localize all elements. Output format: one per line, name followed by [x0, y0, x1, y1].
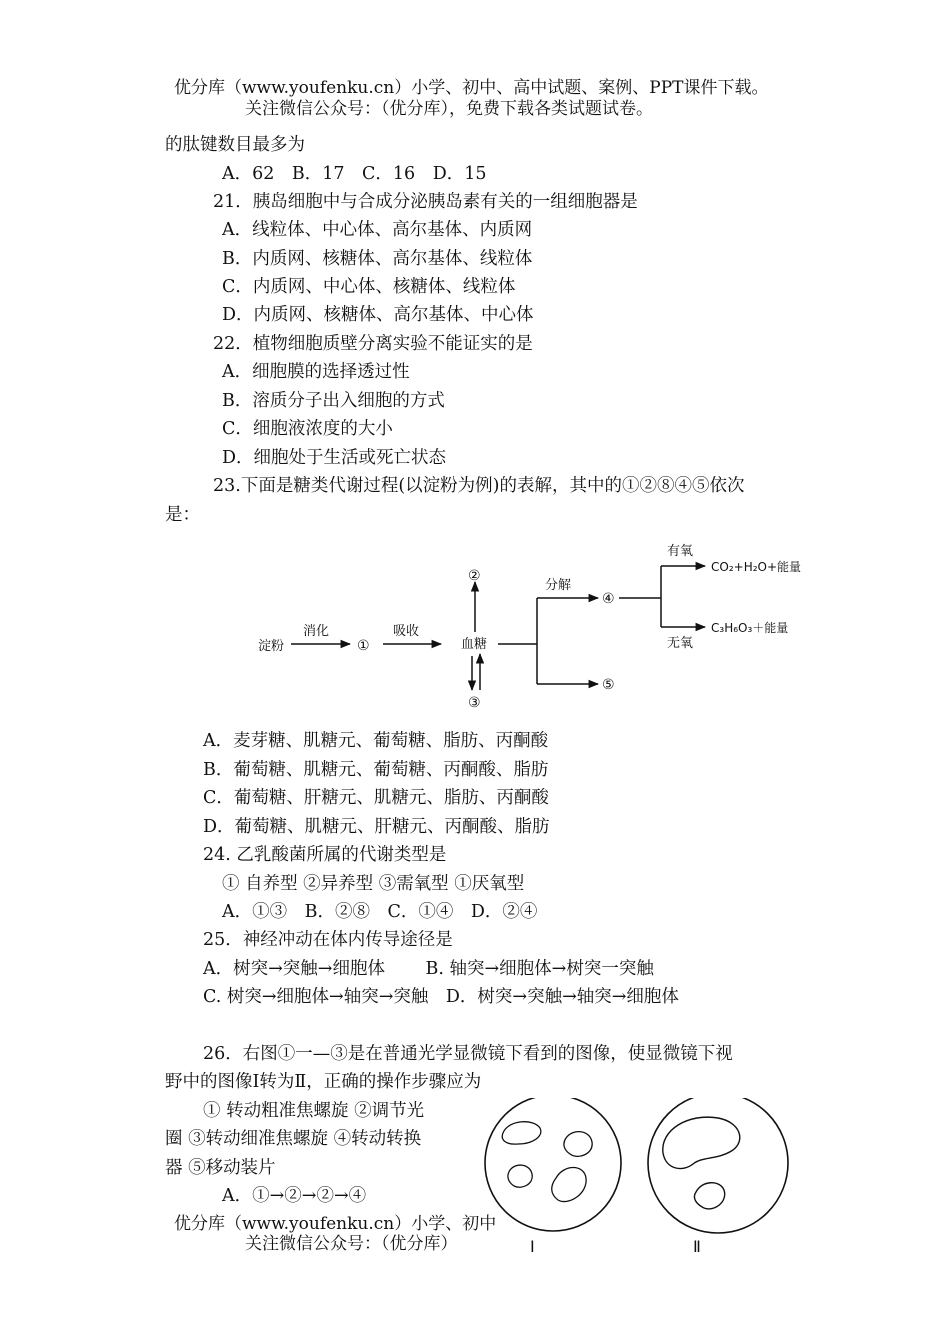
label-n2: ②: [468, 568, 481, 584]
label-n3: ③: [468, 695, 481, 710]
q22-option-b: B．溶质分子出入细胞的方式: [222, 391, 445, 411]
label-n1: ①: [357, 638, 370, 654]
footer-line-2: 关注微信公众号：（优分库）: [245, 1234, 458, 1254]
label-aerobic-product: CO₂+H₂O+能量: [711, 560, 802, 574]
cell-1b: [564, 1132, 592, 1157]
q22-option-a: A．细胞膜的选择透过性: [222, 362, 410, 382]
q26-stem-2: 野中的图像Ⅰ转为Ⅱ，正确的操作步骤应为: [165, 1072, 482, 1092]
label-aerobic: 有氧: [667, 544, 694, 559]
label-n5: ⑤: [602, 677, 615, 693]
label-anaerobic: 无氧: [667, 636, 694, 651]
q24-stem: 24. 乙乳酸菌所属的代谢类型是: [203, 845, 447, 865]
header-line-1: 优分库（www.youfenku.cn）小学、初中、高中试题、案例、PPT课件下载。: [174, 78, 769, 98]
field-of-view-1: [485, 1098, 621, 1231]
q26-steps-3: 器 ⑤移动装片: [165, 1158, 276, 1178]
label-absorb: 吸收: [393, 624, 420, 639]
q20-stem-tail: 的肽键数目最多为: [165, 135, 305, 155]
cell-2b: [694, 1183, 724, 1209]
q23-stem-1: 23.下面是糖类代谢过程(以淀粉为例)的表解，其中的①②⑧④⑤依次: [213, 476, 745, 496]
q22-option-c: C．细胞液浓度的大小: [222, 419, 393, 439]
q21-option-b: B．内质网、核糖体、高尔基体、线粒体: [222, 249, 533, 269]
q23-option-b: B．葡萄糖、肌糖元、葡萄糖、丙酮酸、脂肪: [203, 760, 549, 780]
q23-option-d: D．葡萄糖、肌糖元、肝糖元、丙酮酸、脂肪: [203, 817, 550, 837]
q21-stem: 21．胰岛细胞中与合成分泌胰岛素有关的一组细胞器是: [213, 192, 638, 212]
q23-option-a: A．麦芽糖、肌糖元、葡萄糖、脂肪、丙酮酸: [203, 731, 549, 751]
footer-line-1: 优分库（www.youfenku.cn）小学、初中: [174, 1214, 497, 1234]
q22-option-d: D．细胞处于生活或死亡状态: [222, 448, 447, 468]
sugar-metabolism-diagram: [255, 540, 845, 710]
label-starch: 淀粉: [258, 639, 285, 654]
cell-2a-large: [663, 1117, 740, 1168]
q21-option-a: A．线粒体、中心体、高尔基体、内质网: [222, 220, 533, 240]
q22-stem: 22．植物细胞质壁分离实验不能证实的是: [213, 334, 533, 354]
label-n4: ④: [602, 591, 615, 607]
q26-stem-1: 26．右图①一—③是在普通光学显微镜下看到的图像，使显微镜下视: [203, 1044, 733, 1064]
cell-1d: [552, 1168, 586, 1202]
label-glucose: 血糖: [461, 637, 488, 652]
cell-1c: [508, 1165, 532, 1187]
q25-options-cd: C. 树突→细胞体→轴突→突触 D．树突→突触→轴突→细胞体: [203, 987, 679, 1007]
q26-steps-1: ① 转动粗准焦螺旋 ②调节光: [203, 1101, 425, 1121]
q23-option-c: C．葡萄糖、肝糖元、肌糖元、脂肪、丙酮酸: [203, 788, 549, 808]
label-view-2: Ⅱ: [693, 1237, 701, 1256]
label-anaerobic-product: C₃H₆O₃＋能量: [711, 621, 789, 635]
label-decompose: 分解: [545, 578, 572, 593]
q25-options-ab: A．树突→突触→细胞体 B. 轴突→细胞体→树突一突触: [203, 959, 654, 979]
label-digest: 消化: [303, 624, 330, 639]
q26-option-a: A．①→②→②→④: [222, 1186, 367, 1206]
label-view-1: Ⅰ: [530, 1237, 535, 1256]
q24-items: ① 自养型 ②异养型 ③需氧型 ①厌氧型: [222, 874, 525, 894]
q25-stem: 25．神经冲动在体内传导途径是: [203, 930, 453, 950]
q24-options: A．①③ B．②⑧ C．①④ D．②④: [222, 902, 538, 922]
header-line-2: 关注微信公众号：（优分库），免费下载各类试题试卷。: [245, 99, 653, 119]
cell-1a: [502, 1122, 541, 1144]
q20-options: A．62 B．17 C．16 D．15: [222, 164, 487, 184]
q21-option-c: C．内质网、中心体、核糖体、线粒体: [222, 277, 516, 297]
microscope-views: [478, 1098, 803, 1258]
q23-stem-2: 是：: [165, 505, 200, 525]
q21-option-d: D．内质网、核糖体、高尔基体、中心体: [222, 305, 534, 325]
q26-steps-2: 圈 ③转动细准焦螺旋 ④转动转换: [165, 1129, 422, 1149]
